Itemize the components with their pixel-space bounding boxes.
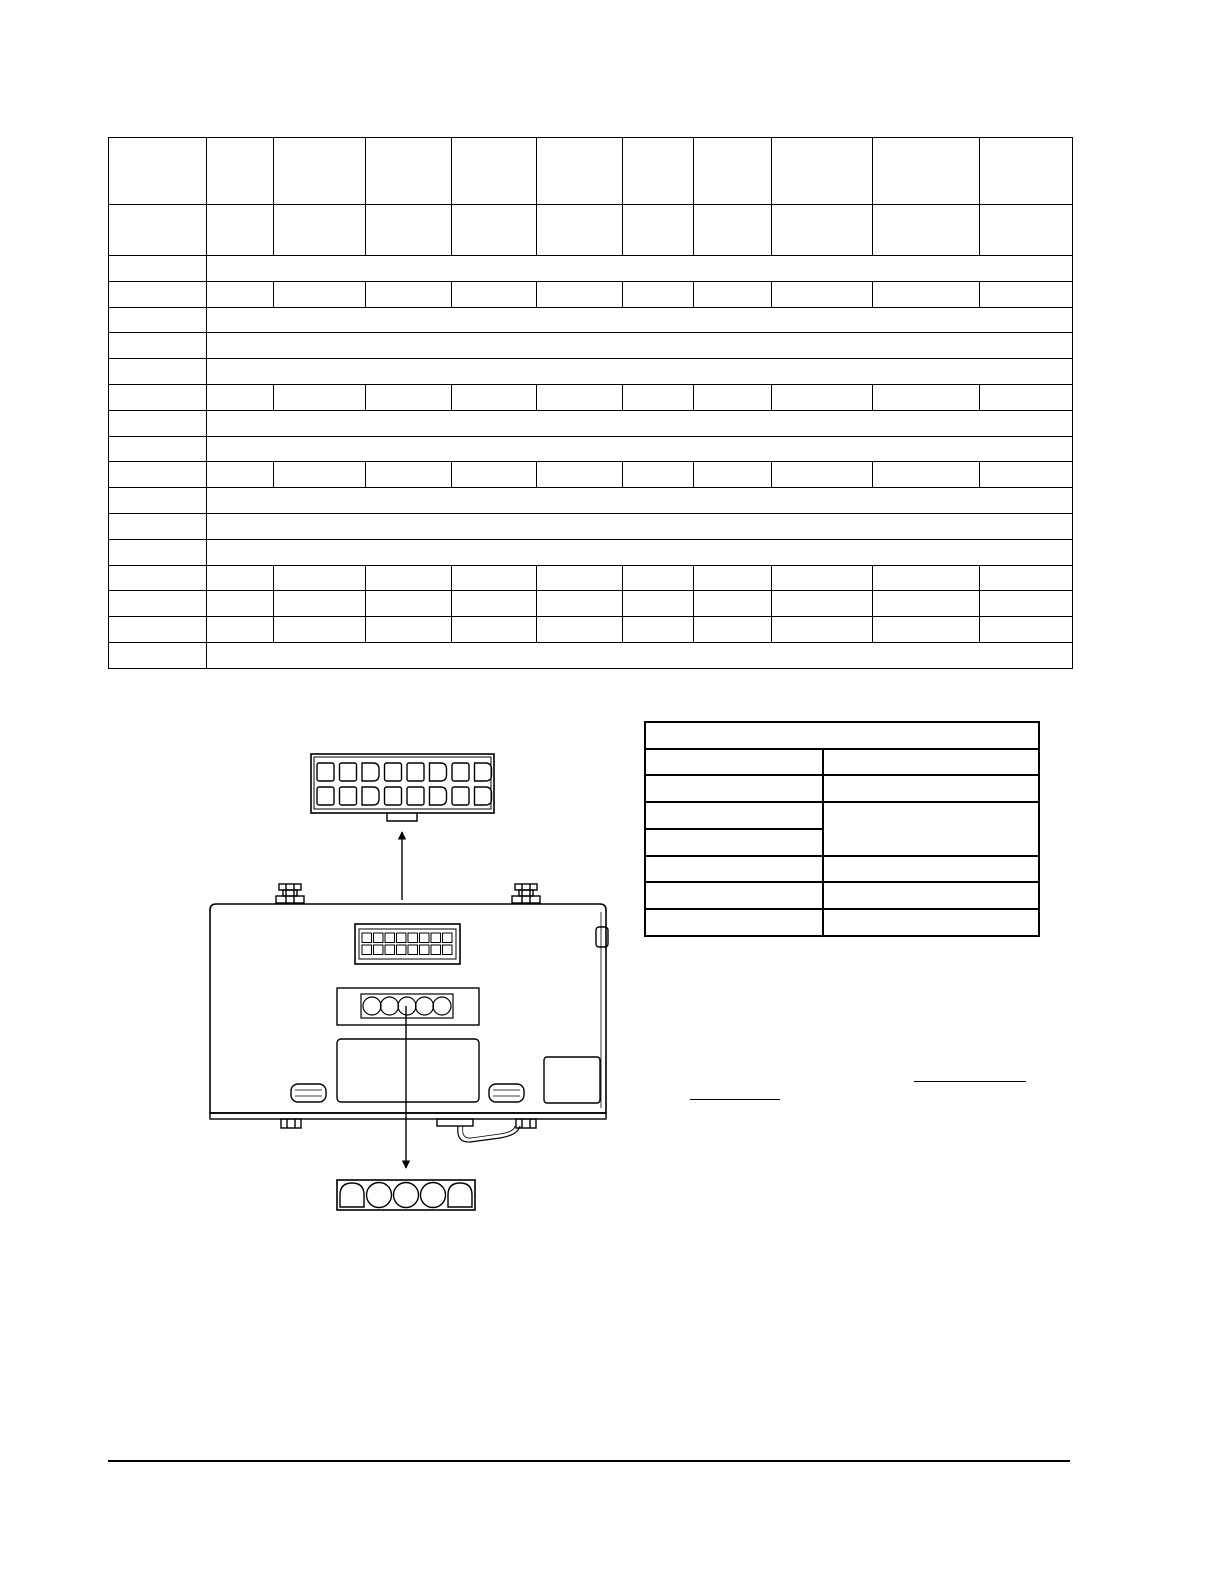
lower-pin xyxy=(448,1183,472,1207)
table-cell xyxy=(873,385,980,411)
row-label-cell xyxy=(109,359,207,385)
housing-power-socket-pins xyxy=(363,997,451,1015)
table-row xyxy=(109,462,1073,488)
table-cell xyxy=(537,281,623,307)
connector-pin xyxy=(475,763,492,781)
header-cell xyxy=(694,205,772,256)
connector-pin xyxy=(362,763,379,781)
table-cell xyxy=(694,565,772,591)
header-cell xyxy=(873,205,980,256)
table-cell xyxy=(366,565,452,591)
legend-cell xyxy=(645,829,823,856)
table-row xyxy=(109,256,1073,282)
legend-cell xyxy=(645,802,823,829)
header-cell xyxy=(980,138,1073,205)
lower-connector-detail xyxy=(337,1180,475,1210)
table-cell xyxy=(537,565,623,591)
table-cell xyxy=(694,591,772,617)
row-label-cell xyxy=(109,281,207,307)
power-pin xyxy=(398,997,416,1015)
table-cell xyxy=(873,462,980,488)
row-label-cell xyxy=(109,462,207,488)
socket-pin xyxy=(431,933,441,943)
table-cell xyxy=(623,591,694,617)
table-cell xyxy=(537,617,623,643)
left-mounting-slot xyxy=(291,1084,326,1102)
table-cell xyxy=(274,385,366,411)
table-cell xyxy=(452,617,537,643)
bottom-left-terminal xyxy=(281,1119,301,1128)
table-cell xyxy=(537,591,623,617)
table-cell xyxy=(452,565,537,591)
legend-cell xyxy=(823,749,1039,775)
table-cell xyxy=(623,617,694,643)
legend-merged-cell xyxy=(823,802,1039,856)
controller-connector-diagram xyxy=(200,745,620,1220)
legend-cell xyxy=(823,775,1039,802)
table-cell xyxy=(207,281,274,307)
table-cell xyxy=(980,462,1073,488)
spanned-cell xyxy=(207,333,1073,359)
table-cell xyxy=(772,281,873,307)
table-cell xyxy=(274,281,366,307)
legend-row xyxy=(645,749,1039,775)
legend-title-row xyxy=(645,722,1039,749)
row-label-cell xyxy=(109,617,207,643)
socket-pin xyxy=(431,945,441,955)
table-cell xyxy=(772,591,873,617)
socket-pin xyxy=(385,933,395,943)
socket-pin xyxy=(362,933,372,943)
row-label-cell xyxy=(109,488,207,514)
connector-pin xyxy=(317,787,334,805)
header-cell xyxy=(623,205,694,256)
table-row xyxy=(109,436,1073,462)
table-row xyxy=(109,488,1073,514)
connector-pin xyxy=(407,763,424,781)
spanned-cell xyxy=(207,410,1073,436)
header-cell xyxy=(109,205,207,256)
table-row xyxy=(109,591,1073,617)
power-pin xyxy=(381,997,399,1015)
controller-housing xyxy=(210,884,608,1142)
table-row xyxy=(109,359,1073,385)
table-cell xyxy=(537,385,623,411)
table-row xyxy=(109,385,1073,411)
table-cell xyxy=(623,385,694,411)
header-cell xyxy=(207,138,274,205)
connector-pin xyxy=(317,763,334,781)
connector-pinout-table xyxy=(108,137,1073,669)
table-cell xyxy=(452,281,537,307)
legend-cell xyxy=(645,749,823,775)
legend-row xyxy=(645,856,1039,882)
underline-1 xyxy=(914,1081,1026,1082)
housing-signal-socket xyxy=(355,924,460,964)
header-cell xyxy=(537,205,623,256)
legend-cell xyxy=(645,909,823,936)
row-label-cell xyxy=(109,307,207,333)
bottom-right-terminals xyxy=(437,1119,536,1142)
table-row xyxy=(109,565,1073,591)
legend-row xyxy=(645,909,1039,936)
table-cell xyxy=(207,591,274,617)
connector-pin xyxy=(385,763,402,781)
housing-power-socket xyxy=(337,988,479,1025)
underline-2 xyxy=(690,1099,780,1100)
lower-pin xyxy=(367,1183,392,1208)
header-cell xyxy=(274,205,366,256)
socket-pin xyxy=(420,945,430,955)
table-cell xyxy=(873,281,980,307)
table-cell xyxy=(452,591,537,617)
spanned-cell xyxy=(207,488,1073,514)
table-cell xyxy=(623,281,694,307)
legend-row xyxy=(645,802,1039,829)
row-label-cell xyxy=(109,385,207,411)
table-cell xyxy=(980,281,1073,307)
table-cell xyxy=(694,617,772,643)
spanned-cell xyxy=(207,307,1073,333)
pin-legend-table xyxy=(644,721,1040,937)
table-row xyxy=(109,410,1073,436)
spanned-cell xyxy=(207,359,1073,385)
table-cell xyxy=(366,281,452,307)
table-cell xyxy=(366,462,452,488)
table-row xyxy=(109,539,1073,565)
legend-cell xyxy=(645,775,823,802)
header-cell xyxy=(366,138,452,205)
legend-cell xyxy=(823,909,1039,936)
row-label-cell xyxy=(109,565,207,591)
table-row xyxy=(109,281,1073,307)
power-pin xyxy=(433,997,451,1015)
header-cell xyxy=(694,138,772,205)
connector-pin xyxy=(452,763,469,781)
header-cell xyxy=(873,138,980,205)
row-label-cell xyxy=(109,436,207,462)
connector-pin xyxy=(430,787,447,805)
table-header-row-2 xyxy=(109,205,1073,256)
table-cell xyxy=(980,591,1073,617)
socket-pin xyxy=(420,933,430,943)
connector-table-body xyxy=(109,138,1073,669)
lower-connector-pins xyxy=(340,1183,472,1208)
table-cell xyxy=(772,462,873,488)
lower-pin xyxy=(421,1183,446,1208)
table-cell xyxy=(452,385,537,411)
header-cell xyxy=(274,138,366,205)
housing-signal-socket-pins xyxy=(362,933,452,955)
top-right-terminal xyxy=(512,884,540,903)
table-cell xyxy=(207,385,274,411)
spanned-cell xyxy=(207,643,1073,669)
socket-pin xyxy=(443,933,453,943)
table-cell xyxy=(274,591,366,617)
housing-recess xyxy=(337,1039,479,1102)
table-cell xyxy=(623,462,694,488)
header-cell xyxy=(980,205,1073,256)
socket-pin xyxy=(374,933,384,943)
header-cell xyxy=(772,205,873,256)
power-pin xyxy=(363,997,381,1015)
table-cell xyxy=(873,617,980,643)
table-row xyxy=(109,643,1073,669)
connector-pin xyxy=(407,787,424,805)
table-cell xyxy=(980,565,1073,591)
table-cell xyxy=(207,617,274,643)
table-cell xyxy=(772,565,873,591)
header-cell xyxy=(366,205,452,256)
socket-pin xyxy=(397,945,407,955)
row-label-cell xyxy=(109,333,207,359)
table-cell xyxy=(274,462,366,488)
socket-pin xyxy=(443,945,453,955)
legend-cell xyxy=(645,882,823,909)
spanned-cell xyxy=(207,436,1073,462)
connector-pin xyxy=(430,763,447,781)
socket-pin xyxy=(385,945,395,955)
upper-connector-detail xyxy=(311,754,494,821)
connector-pin xyxy=(385,787,402,805)
header-cell xyxy=(109,138,207,205)
legend-row xyxy=(645,775,1039,802)
socket-pin xyxy=(362,945,372,955)
connector-pin xyxy=(475,787,492,805)
table-cell xyxy=(694,462,772,488)
header-cell xyxy=(537,138,623,205)
housing-label-plate xyxy=(544,1057,600,1103)
table-cell xyxy=(207,565,274,591)
row-label-cell xyxy=(109,591,207,617)
socket-pin xyxy=(408,933,418,943)
socket-pin xyxy=(397,933,407,943)
table-cell xyxy=(537,462,623,488)
table-cell xyxy=(694,281,772,307)
spanned-cell xyxy=(207,256,1073,282)
legend-cell xyxy=(645,856,823,882)
table-row xyxy=(109,617,1073,643)
connector-pin xyxy=(362,787,379,805)
legend-cell xyxy=(823,856,1039,882)
row-label-cell xyxy=(109,539,207,565)
table-cell xyxy=(980,385,1073,411)
table-row xyxy=(109,307,1073,333)
connector-pin xyxy=(340,787,357,805)
connector-pin xyxy=(452,787,469,805)
table-cell xyxy=(623,565,694,591)
table-cell xyxy=(772,385,873,411)
legend-cell xyxy=(823,882,1039,909)
socket-pin xyxy=(408,945,418,955)
socket-pin xyxy=(374,945,384,955)
table-cell xyxy=(772,617,873,643)
header-cell xyxy=(452,138,537,205)
spanned-cell xyxy=(207,539,1073,565)
power-pin xyxy=(416,997,434,1015)
table-cell xyxy=(366,591,452,617)
table-cell xyxy=(366,617,452,643)
lower-pin xyxy=(340,1183,364,1207)
header-cell xyxy=(207,205,274,256)
row-label-cell xyxy=(109,514,207,540)
table-cell xyxy=(366,385,452,411)
top-left-terminal xyxy=(276,884,304,903)
table-row xyxy=(109,514,1073,540)
header-cell xyxy=(623,138,694,205)
row-label-cell xyxy=(109,643,207,669)
legend-title-cell xyxy=(645,722,1039,749)
legend-row xyxy=(645,882,1039,909)
footer-rule xyxy=(108,1460,1070,1462)
right-mounting-slot xyxy=(489,1084,524,1102)
table-header-row-1 xyxy=(109,138,1073,205)
connector-pin xyxy=(340,763,357,781)
table-cell xyxy=(274,617,366,643)
row-label-cell xyxy=(109,410,207,436)
row-label-cell xyxy=(109,256,207,282)
header-cell xyxy=(452,205,537,256)
upper-connector-pins xyxy=(317,763,492,805)
table-cell xyxy=(207,462,274,488)
table-cell xyxy=(873,591,980,617)
table-cell xyxy=(694,385,772,411)
table-row xyxy=(109,333,1073,359)
spanned-cell xyxy=(207,514,1073,540)
lower-pin xyxy=(394,1183,419,1208)
table-cell xyxy=(274,565,366,591)
table-cell xyxy=(873,565,980,591)
table-cell xyxy=(980,617,1073,643)
header-cell xyxy=(772,138,873,205)
table-cell xyxy=(452,462,537,488)
